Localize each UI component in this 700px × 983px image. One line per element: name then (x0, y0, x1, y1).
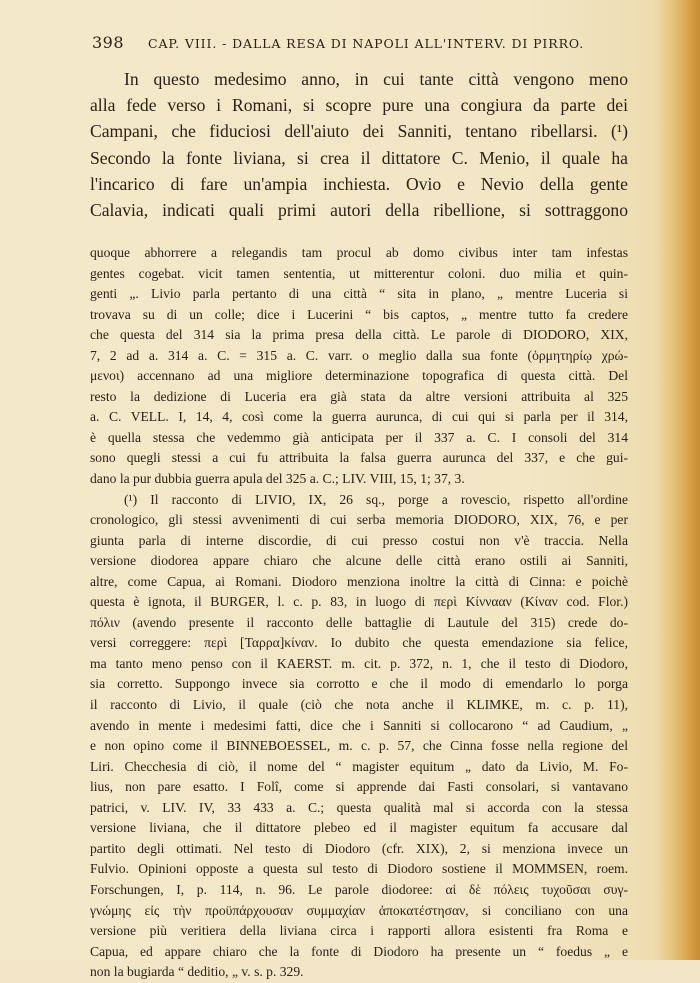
main-text-line: l'incarico di fare un'ampia inchiesta. Ovio e Nevio della gente (90, 173, 628, 194)
footnote-line: quoque abhorrere a relegandis tam procul ab domo civibus inter tam infestas (90, 245, 628, 260)
footnote-line: il racconto di Livio, il quale (ciò che nota anche il KLIMKE, m. c. p. 11), (90, 697, 628, 713)
footnote-line: sia corretto. Suppongo invece sia corrotto e che il modo di emendarlo lo porga (90, 676, 628, 692)
footnote-line: resto la dedizione di Luceria era già stata da altre versioni attribuita al 325 (90, 388, 628, 404)
footnote-line: giunta parla di interne discordie, di cui presso costui non v'è traccia. Nella (90, 532, 628, 548)
footnote-line: Liri. Checchesia di ciò, il nome del “ magister equitum „ dato da Livio, M. Fo- (90, 758, 628, 774)
footnote-line: versione liviana, che il dittatore plebeo ed il magister equitum fa accusare dal (90, 820, 628, 836)
footnote-line: Capua, ed appare chiaro che la fonte di Diodoro ha presente un “ foedus „ e (90, 943, 628, 959)
footnote-line: ma tanto meno penso con il KAERST. m. cit. p. 372, n. 1, che il testo di Diodoro, (90, 655, 628, 671)
footnote-line: che questa del 314 sia la prima presa della città. Le parole di DIODORO, XIX, (90, 327, 628, 343)
footnote-line: versione più veritiera della liviana circa i rapporti allora esistenti fra Roma e (90, 923, 628, 939)
footnote-line: non la bugiarda “ deditio, „ v. s. p. 329. (90, 964, 304, 980)
footnote-line: questa è ignota, il BURGER, l. c. p. 83, in luogo di περὶ Κίννααν (Κίναν cod. Flor.) (90, 594, 628, 610)
footnote-line: Forschungen, I, p. 114, n. 96. Le parole diodoree: αἱ δὲ πόλεις τυχοῦσαι συγ- (90, 881, 628, 897)
main-text-line: Calavia, indicati quali primi autori della ribellione, si sottraggono (90, 199, 628, 220)
footnote-line: avendo in mente i medesimi fatti, dice che i Sanniti si collocarono “ ad Caudium, „ (90, 717, 628, 733)
main-text-line: Campani, che fiduciosi dell'aiuto dei Sanniti, tentano ribellarsi. (¹) (90, 121, 628, 142)
footnote-line: sono quegli stessi a cui fu attribuita la falsa guerra aurunca del 337, e che gui- (90, 450, 628, 466)
footnote-line: versi correggere: περὶ [Ταρρα]κίναν. Io dubito che questa emendazione sia felice, (90, 635, 628, 651)
footnote-line: lius, non pare esatto. I Folî, come si apprende dai Fasti consolari, si vantavano (90, 779, 628, 795)
footnotes (90, 243, 628, 983)
footnote-line: gentes cogebat. vicit tamen sententia, ut mitterentur coloni. duo milia et quin- (90, 265, 628, 281)
footnote-line: è quella stessa che vedemmo già anticipata per il 337 a. C. I consoli del 314 (90, 429, 628, 445)
footnote-line: μενοι) accennano ad una migliore determinazione topografica di questa città. Del (90, 368, 628, 384)
footnote-line: cronologico, gli stessi avvenimenti di cui serba memoria DIODORO, XIX, 76, e per (90, 512, 628, 528)
page-header (92, 33, 632, 55)
footnote-line: (¹) Il racconto di LIVIO, IX, 26 sq., porge a rovescio, rispetto all'ordine (124, 491, 628, 507)
footnote-line: a. C. VELL. I, 14, 4, così come la guerra aurunca, di cui qui si parla per il 314, (90, 409, 628, 425)
main-text-line: alla fede verso i Romani, si scopre pure una congiura da parte dei (90, 95, 628, 116)
footnote-line: γνώμης εἰς τὴν προϋπάρχουσαν συμμαχίαν ἀποκατέστησαν, si conciliano con una (90, 902, 628, 918)
page-edge (654, 0, 700, 960)
footnote-line: altre, come Capua, ai Romani. Diodoro menziona inoltre la città di Cinna: e poichè (90, 573, 628, 589)
footnote-line: Fulvio. Opinioni opposte a questa sul testo di Diodoro sostiene il MOMMSEN, roem. (90, 861, 628, 877)
footnote-line: 7, 2 ad a. 314 a. C. = 315 a. C. varr. o meglio dalla sua fonte (ὁρμητηρίῳ χρώ- (90, 347, 628, 363)
footnote-line: trovava su di un colle; dice i Lucerini “ bis captos, „ mentre tutto fa credere (90, 306, 628, 322)
main-text-line: In questo medesimo anno, in cui tante città vengono meno (124, 69, 628, 89)
running-title: CAP. VIII. - DALLA RESA DI NAPOLI ALL'INTERV. DI PIRRO. (148, 36, 585, 51)
footnote-line: patrici, v. LIV. IV, 33 433 a. C.; questa qualità mal si accorda con la stessa (90, 799, 628, 815)
main-text-line: Secondo la fonte liviana, si crea il dittatore C. Menio, il quale ha (90, 147, 628, 168)
footnote-line: versione diodorea appare chiaro che alcune delle città erano ostili ai Sanniti, (90, 553, 628, 569)
footnote-line: dano la pur dubbia guerra apula del 325 a. C.; LIV. VIII, 15, 1; 37, 3. (90, 471, 465, 487)
footnote-line: partito degli ottimati. Nel testo di Diodoro (cfr. XIX), 2, si menziona invece un (90, 840, 628, 856)
footnote-line: e non opino come il BINNEBOESSEL, m. c. p. 57, che Cinna fosse nella regione del (90, 738, 628, 754)
footnote-line: πόλιν (avendo presente il racconto delle battaglie di Lautule del 315) crede do- (90, 614, 628, 630)
footnote-line: genti „. Livio parla pertanto di una città “ sita in plano, „ mentre Luceria si (90, 286, 628, 302)
page-number: 398 (92, 33, 125, 52)
main-text (90, 66, 628, 223)
